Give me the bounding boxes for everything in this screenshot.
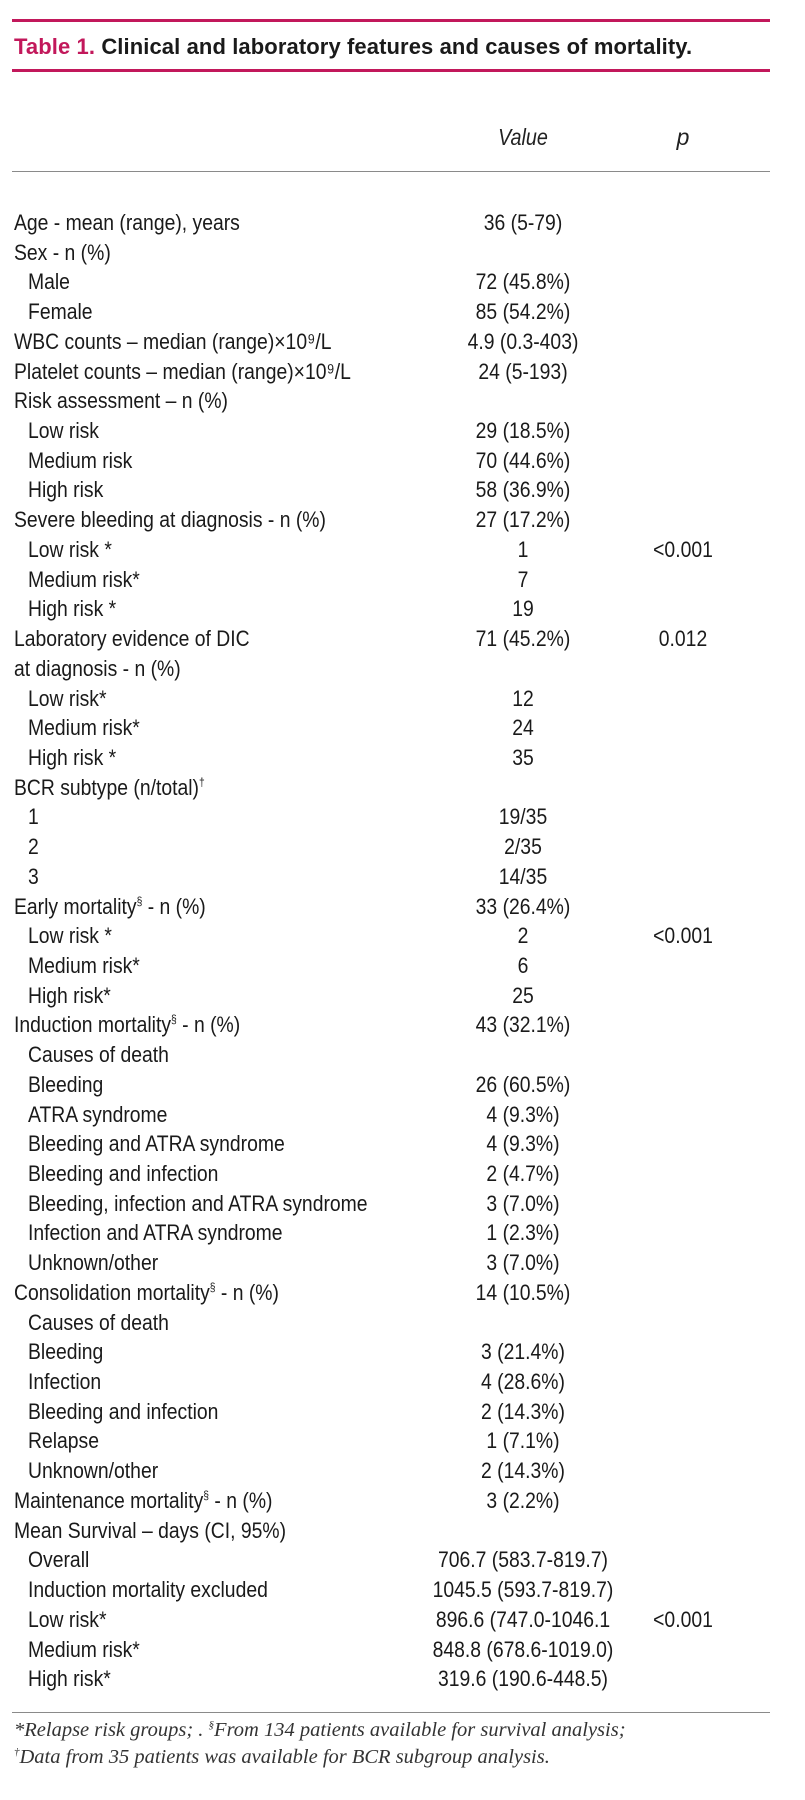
row-label-text: ATRA syndrome xyxy=(28,1101,168,1127)
row-label-text: High risk* xyxy=(28,982,111,1008)
row-label-text: High risk * xyxy=(28,744,117,770)
table-row xyxy=(0,951,805,981)
row-label xyxy=(14,208,240,238)
row-label xyxy=(28,475,103,505)
row-label-text: Relapse xyxy=(28,1428,100,1454)
row-value: 2 (14.3%) xyxy=(481,1398,565,1424)
row-value: 26 (60.5%) xyxy=(475,1071,571,1097)
footnote-line-2 xyxy=(14,1746,550,1769)
row-label-text: Causes of death xyxy=(28,1309,169,1335)
row-label xyxy=(28,1337,103,1367)
row-value: 1 (7.1%) xyxy=(486,1428,560,1454)
row-value: 319.6 (190.6-448.5) xyxy=(438,1666,608,1692)
footnote-marker-dagger: † xyxy=(14,1746,20,1758)
row-p-value: <0.001 xyxy=(653,923,713,949)
table-row xyxy=(0,1040,805,1070)
table-row xyxy=(0,297,805,327)
table-row xyxy=(0,654,805,684)
row-label xyxy=(28,1100,167,1130)
table-row xyxy=(0,773,805,803)
table-row xyxy=(0,1070,805,1100)
row-value: 25 xyxy=(512,982,534,1008)
row-label xyxy=(14,654,181,684)
row-p-value: <0.001 xyxy=(653,536,713,562)
row-label xyxy=(14,1486,272,1516)
row-label-text: Induction mortality xyxy=(14,1012,172,1038)
row-label-text: Low risk* xyxy=(28,685,107,711)
row-label-text: Male xyxy=(28,269,70,295)
row-value: 2/35 xyxy=(504,834,542,860)
row-label-footnote-marker: § xyxy=(136,893,143,908)
row-label xyxy=(28,416,99,446)
table-row xyxy=(0,1367,805,1397)
row-label xyxy=(28,1397,218,1427)
row-label xyxy=(28,1129,285,1159)
table-row xyxy=(0,1545,805,1575)
row-label xyxy=(28,297,93,327)
table-row xyxy=(0,1337,805,1367)
table-row xyxy=(0,416,805,446)
row-value: 24 xyxy=(512,715,534,741)
row-label-footnote-marker: † xyxy=(198,774,205,789)
row-value: 3 (7.0%) xyxy=(486,1250,560,1276)
table-row xyxy=(0,1605,805,1635)
table-row xyxy=(0,713,805,743)
row-label xyxy=(14,505,326,535)
row-label-text: Mean Survival – days (CI, 95%) xyxy=(14,1517,287,1543)
table-row xyxy=(0,1218,805,1248)
row-value: 4 (28.6%) xyxy=(481,1369,565,1395)
column-header-p: p xyxy=(676,124,690,150)
row-value: 1 xyxy=(517,536,529,562)
row-label-text: Age - mean (range), years xyxy=(14,210,240,235)
table-row xyxy=(0,1100,805,1130)
row-label xyxy=(28,1308,169,1338)
row-label xyxy=(28,921,112,951)
row-label-text: Medium risk* xyxy=(28,566,140,592)
row-label xyxy=(28,1159,218,1189)
row-value: 24 (5-193) xyxy=(478,358,568,384)
row-label-text: Platelet counts – median (range)×10⁹/L xyxy=(14,358,351,384)
row-label xyxy=(14,327,332,357)
row-label-text: Medium risk* xyxy=(28,1636,140,1662)
row-label-text: Consolidation mortality xyxy=(14,1279,210,1305)
row-label-text: Risk assessment – n (%) xyxy=(14,388,228,414)
row-label-text: Medium risk* xyxy=(28,952,140,978)
table-row xyxy=(0,1516,805,1546)
row-label xyxy=(14,1516,286,1546)
footnote-marker-section: § xyxy=(208,1719,215,1731)
table-row xyxy=(0,1248,805,1278)
row-label xyxy=(28,1456,158,1486)
row-label-text: Sex - n (%) xyxy=(14,239,111,265)
row-label-text: High risk* xyxy=(28,1666,111,1692)
title-bottom-rule xyxy=(12,69,770,72)
row-value: 58 (36.9%) xyxy=(475,477,571,503)
row-label-text: WBC counts – median (range)×10⁹/L xyxy=(14,328,332,354)
row-value: 35 xyxy=(512,744,534,770)
table-row xyxy=(0,624,805,654)
row-value: 2 xyxy=(517,923,529,949)
row-value: 2 (14.3%) xyxy=(481,1458,565,1484)
row-label xyxy=(28,565,140,595)
row-label-text: Causes of death xyxy=(28,1042,169,1068)
row-label-text: Low risk* xyxy=(28,1606,107,1632)
table-row xyxy=(0,594,805,624)
table-row xyxy=(0,446,805,476)
table-body xyxy=(0,208,805,1694)
table-row xyxy=(0,684,805,714)
row-label xyxy=(28,267,70,297)
row-value: 27 (17.2%) xyxy=(475,507,571,533)
row-label-footnote-marker: § xyxy=(203,1487,210,1502)
row-label-footnote-marker: § xyxy=(209,1279,216,1294)
row-value: 896.6 (747.0-1046.1 xyxy=(435,1606,611,1632)
row-label xyxy=(28,981,111,1011)
table-row xyxy=(0,1397,805,1427)
row-value: 1045.5 (593.7-819.7) xyxy=(432,1577,614,1603)
header-rule xyxy=(12,171,770,172)
row-label-text: 2 xyxy=(28,834,39,860)
row-label-text: Unknown/other xyxy=(28,1458,159,1484)
row-label-text: Low risk * xyxy=(28,536,112,562)
table-row xyxy=(0,327,805,357)
footnote-bcr: Data from 35 patients was available for BCR subgroup analysis. xyxy=(19,1746,550,1768)
row-label-text: Medium risk* xyxy=(28,715,140,741)
row-label xyxy=(14,357,351,387)
row-value: 33 (26.4%) xyxy=(475,893,571,919)
row-label-text: 3 xyxy=(28,863,39,889)
row-label-text: Infection xyxy=(28,1369,102,1395)
row-value: 4.9 (0.3-403) xyxy=(467,328,579,354)
row-label-text: Low risk xyxy=(28,418,99,444)
row-value: 71 (45.2%) xyxy=(475,626,571,652)
table-row xyxy=(0,565,805,595)
row-label xyxy=(14,1010,240,1040)
row-label-suffix: - n (%) xyxy=(209,1487,273,1513)
table-row xyxy=(0,981,805,1011)
row-label-text: Medium risk xyxy=(28,447,133,473)
row-label xyxy=(28,684,107,714)
row-value: 12 xyxy=(512,685,534,711)
row-label xyxy=(28,1218,283,1248)
row-label xyxy=(14,386,228,416)
column-header-value: Value xyxy=(498,124,548,150)
row-label xyxy=(28,802,39,832)
table-row xyxy=(0,238,805,268)
table-row xyxy=(0,1426,805,1456)
table-row xyxy=(0,892,805,922)
row-value: 3 (7.0%) xyxy=(486,1190,560,1216)
row-value: 43 (32.1%) xyxy=(475,1012,571,1038)
row-value: 3 (21.4%) xyxy=(481,1339,565,1365)
row-label-text: Bleeding and infection xyxy=(28,1398,219,1424)
footer-rule xyxy=(12,1712,770,1713)
row-value: 1 (2.3%) xyxy=(486,1220,560,1246)
row-value: 706.7 (583.7-819.7) xyxy=(438,1547,608,1573)
row-label xyxy=(28,446,132,476)
row-label xyxy=(28,1367,101,1397)
table-row xyxy=(0,1159,805,1189)
row-label-suffix: - n (%) xyxy=(176,1012,241,1038)
row-label-text: High risk xyxy=(28,477,104,503)
row-value: 19/35 xyxy=(498,804,548,830)
table-row xyxy=(0,1635,805,1665)
row-value: 4 (9.3%) xyxy=(486,1131,560,1157)
table-row xyxy=(0,1664,805,1694)
table-row xyxy=(0,802,805,832)
table-number: Table 1. xyxy=(14,34,96,59)
row-label xyxy=(14,238,111,268)
table-row xyxy=(0,1456,805,1486)
row-label-text: Bleeding and infection xyxy=(28,1161,219,1186)
row-value: 70 (44.6%) xyxy=(475,447,571,473)
row-label-text: Maintenance mortality xyxy=(14,1487,204,1513)
row-value: 4 (9.3%) xyxy=(486,1101,560,1127)
row-label-text: BCR subtype (n/total) xyxy=(14,774,199,800)
row-label xyxy=(14,624,250,654)
row-label-text: Unknown/other xyxy=(28,1250,159,1276)
row-label xyxy=(28,1664,111,1694)
row-label xyxy=(28,1545,89,1575)
table-row xyxy=(0,535,805,565)
table-row xyxy=(0,1189,805,1219)
table-row xyxy=(0,1129,805,1159)
row-value: 29 (18.5%) xyxy=(475,418,571,444)
row-p-value: <0.001 xyxy=(653,1606,713,1632)
title-top-rule xyxy=(12,19,770,22)
table-row xyxy=(0,1308,805,1338)
row-label xyxy=(28,743,116,773)
row-value: 72 (45.8%) xyxy=(475,269,571,295)
row-label xyxy=(28,832,39,862)
table-row xyxy=(0,475,805,505)
table-title xyxy=(14,34,692,60)
footnote-line-1 xyxy=(14,1719,626,1742)
row-label-text: Infection and ATRA syndrome xyxy=(28,1220,283,1246)
table-row xyxy=(0,862,805,892)
table-row xyxy=(0,505,805,535)
row-label xyxy=(28,1635,140,1665)
row-label xyxy=(28,1248,158,1278)
row-value: 7 xyxy=(517,566,529,592)
table-row xyxy=(0,1486,805,1516)
row-label-suffix: - n (%) xyxy=(215,1279,279,1305)
row-label-text: Bleeding, infection and ATRA syndrome xyxy=(28,1190,368,1216)
row-label-text: Severe bleeding at diagnosis - n (%) xyxy=(14,507,326,533)
row-value: 85 (54.2%) xyxy=(475,299,571,325)
row-label xyxy=(28,1040,169,1070)
table-row xyxy=(0,1278,805,1308)
row-p-value: 0.012 xyxy=(658,626,708,652)
table-row xyxy=(0,386,805,416)
row-label xyxy=(28,1426,99,1456)
row-label xyxy=(28,1070,103,1100)
row-label xyxy=(28,1605,107,1635)
table-row xyxy=(0,743,805,773)
row-label xyxy=(28,1189,368,1219)
table-row xyxy=(0,1010,805,1040)
table-row xyxy=(0,267,805,297)
row-label-text: Bleeding and ATRA syndrome xyxy=(28,1131,285,1157)
row-value: 848.8 (678.6-1019.0) xyxy=(432,1636,614,1662)
row-label xyxy=(28,1575,268,1605)
row-label xyxy=(28,951,140,981)
row-label-text: at diagnosis - n (%) xyxy=(14,655,181,681)
row-value: 6 xyxy=(517,952,529,978)
row-label-text: Laboratory evidence of DIC xyxy=(14,626,250,652)
row-label-footnote-marker: § xyxy=(171,1012,177,1027)
table-row xyxy=(0,921,805,951)
row-label-text: Bleeding xyxy=(28,1071,104,1097)
row-label-text: Induction mortality excluded xyxy=(28,1577,268,1603)
row-label xyxy=(28,862,39,892)
row-label xyxy=(28,535,112,565)
row-label-text: Low risk * xyxy=(28,923,112,949)
row-label-text: Early mortality xyxy=(14,893,137,919)
table-row xyxy=(0,357,805,387)
row-label-text: Bleeding xyxy=(28,1339,104,1365)
footnote-risk-groups: *Relapse risk groups; . xyxy=(14,1719,209,1741)
row-label xyxy=(14,892,206,922)
row-label-text: High risk * xyxy=(28,596,117,622)
table-row xyxy=(0,1575,805,1605)
row-value: 19 xyxy=(512,596,534,622)
table-row xyxy=(0,832,805,862)
table-row xyxy=(0,208,805,238)
row-label xyxy=(14,773,205,803)
row-label xyxy=(28,594,116,624)
footnote-survival: From 134 patients available for survival analysis; xyxy=(214,1719,626,1741)
row-label xyxy=(14,1278,279,1308)
row-value: 14/35 xyxy=(498,863,548,889)
table-caption: Clinical and laboratory features and causes of mortality. xyxy=(101,34,693,59)
row-label-text: Female xyxy=(28,299,93,325)
row-label-text: 1 xyxy=(28,804,39,830)
row-label-text: Overall xyxy=(28,1547,90,1573)
row-label-suffix: - n (%) xyxy=(142,893,206,919)
row-value: 14 (10.5%) xyxy=(475,1279,571,1305)
row-value: 3 (2.2%) xyxy=(486,1487,560,1513)
row-label xyxy=(28,713,140,743)
row-value: 36 (5-79) xyxy=(483,210,563,235)
row-value: 2 (4.7%) xyxy=(486,1161,560,1186)
